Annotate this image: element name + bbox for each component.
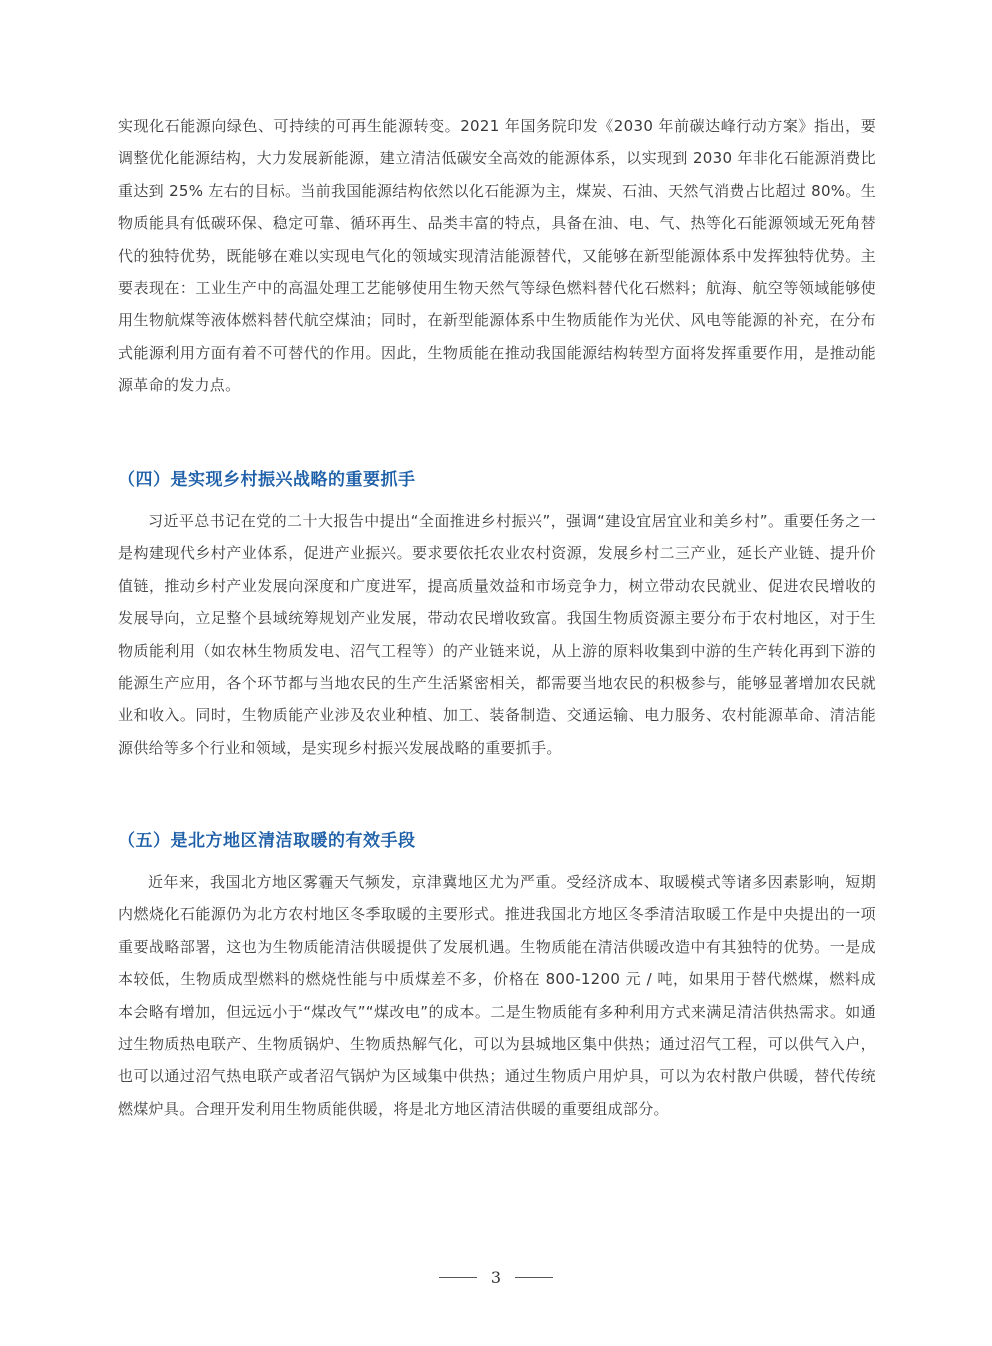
section-heading: （四）是实现乡村振兴战略的重要抓手 xyxy=(118,470,416,490)
body-paragraph: 近年来，我国北方地区雾霾天气频发，京津冀地区尤为严重。受经济成本、取暖模式等诸多因素影响，短期内燃烧化石能源仍为北方农村地区冬季取暖的主要形式。推进我国北方地区冬季清洁取暖工作是中央提出的一项重要战略部署，这也为生物质能清洁供暖提供了发展机遇。生物质能在清洁供暖改造中有其独特的优势。一是成本较低，生物质成型燃料的燃烧性能与中质煤差不多，价格在 800-1200 元 / 吨，如果用于替代燃煤，燃料成本会略有增加，但远远小于“煤改气”“煤改电”的成本。二是生物质能有多种利用方式来满足清洁供热需求。如通过生物质热电联产、生物质锅炉、生物质热解气化，可以为县城地区集中供热；通过沼气工程，可以供气入户，也可以通过沼气热电联产或者沼气锅炉为区域集中供热；通过生物质户用炉具，可以为农村散户供暖，替代传统燃煤炉具。合理开发利用生物质能供暖，将是北方地区清洁供暖的重要组成部分。 xyxy=(118,873,876,1118)
body-paragraph: 习近平总书记在党的二十大报告中提出“全面推进乡村振兴”，强调“建设宜居宜业和美乡村”。重要任务之一是构建现代乡村产业体系，促进产业振兴。要求要依托农业农村资源，发展乡村二三产业，延长产业链、提升价值链，推动乡村产业发展向深度和广度进军，提高质量效益和市场竞争力，树立带动农民就业、促进农民增收的发展导向，立足整个县域统筹规划产业发展，带动农民增收致富。我国生物质资源主要分布于农村地区，对于生物质能利用（如农林生物质发电、沼气工程等）的产业链来说，从上游的原料收集到中游的生产转化再到下游的能源生产应用，各个环节都与当地农民的生产生活紧密相关，都需要当地农民的积极参与，能够显著增加农民就业和收入。同时，生物质能产业涉及农业种植、加工、装备制造、交通运输、电力服务、农村能源革命、清洁能源供给等多个行业和领域，是实现乡村振兴发展战略的重要抓手。 xyxy=(118,512,876,757)
footer-rule-right xyxy=(515,1277,553,1278)
page-footer xyxy=(0,1262,992,1292)
section-heading: （五）是北方地区清洁取暖的有效手段 xyxy=(118,831,416,851)
body-paragraph: 实现化石能源向绿色、可持续的可再生能源转变。2021 年国务院印发《2030 年前碳达峰行动方案》指出，要调整优化能源结构，大力发展新能源，建立清洁低碳安全高效的能源体系，以实现到 2030 年非化石能源消费比重达到 25% 左右的目标。当前我国能源结构依然以化石能源为主，煤炭、石油、天然气消费占比超过 80%。生物质能具有低碳环保、稳定可靠、循环再生、品类丰富的特点，具备在油、电、气、热等化石能源领域无死角替代的独特优势，既能够在难以实现电气化的领域实现清洁能源替代，又能够在新型能源体系中发挥独特优势。主要表现在：工业生产中的高温处理工艺能够使用生物天然气等绿色燃料替代化石燃料；航海、航空等领域能够使用生物航煤等液体燃料替代航空煤油；同时，在新型能源体系中生物质能作为光伏、风电等能源的补充，在分布式能源利用方面有着不可替代的作用。因此，生物质能在推动我国能源结构转型方面将发挥重要作用，是推动能源革命的发力点。 xyxy=(118,117,876,395)
footer-rule-left xyxy=(439,1277,477,1278)
page-number: 3 xyxy=(490,1267,502,1287)
